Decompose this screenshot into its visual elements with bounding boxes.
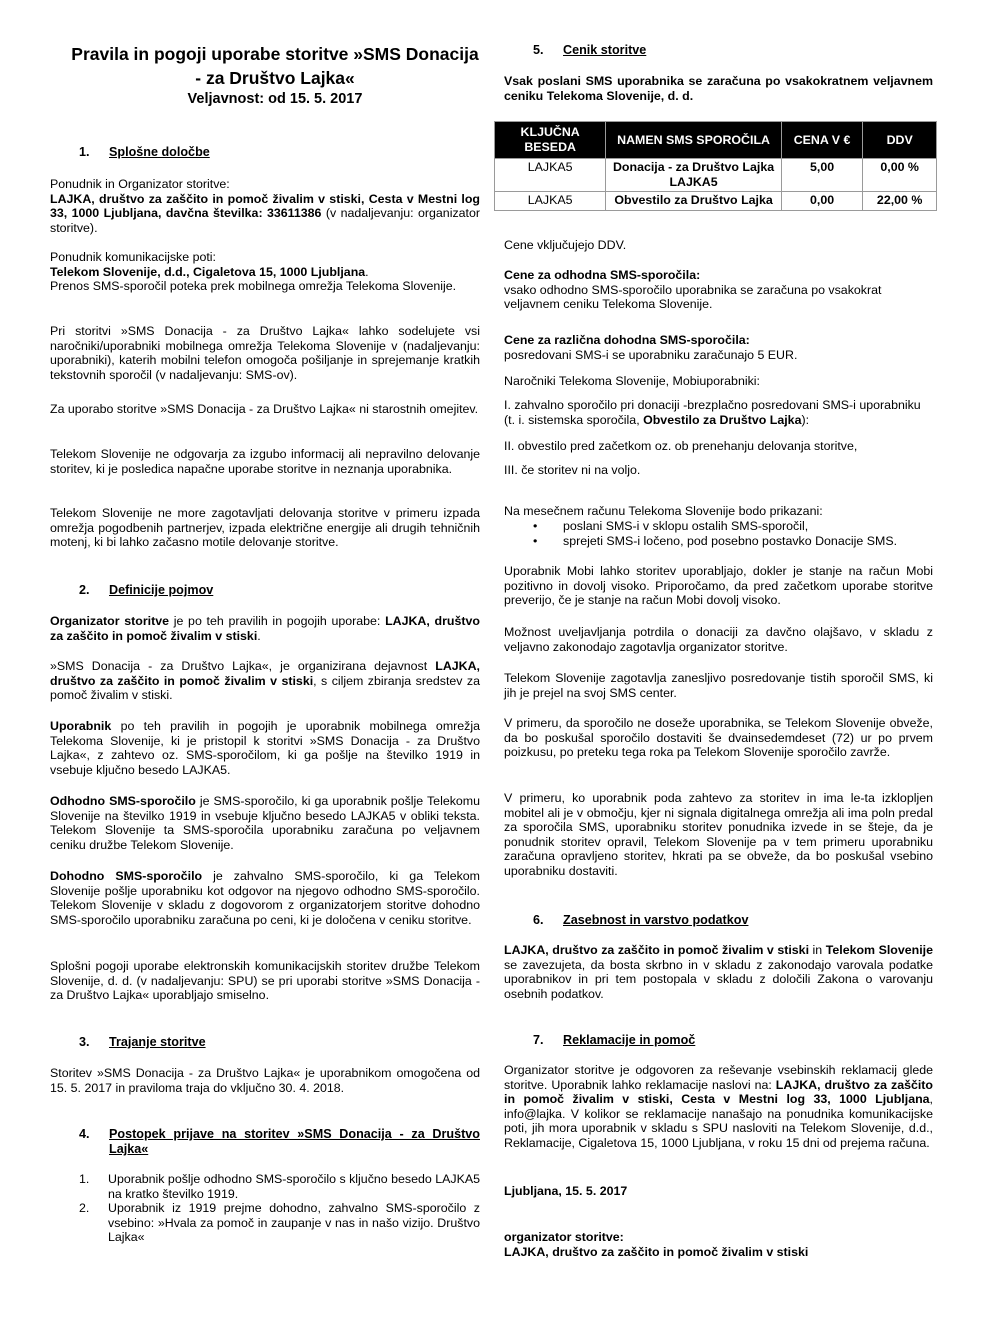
incoming-prices — [504, 333, 933, 362]
organizer-name: LAJKA, društvo za zaščito in pomoč živalim v stiski — [50, 614, 480, 643]
definition-service — [50, 659, 480, 703]
purpose-cell: Obvestilo za Društvo Lajka — [606, 192, 782, 211]
provider-name: Telekom Slovenije, d.d., Cigaletova 15, 1000 Ljubljana — [50, 264, 366, 279]
term: Odhodno SMS-sporočilo — [50, 794, 196, 808]
section-title: Postopek prijave na storitev »SMS Donacija - za Društvo Lajka« — [109, 1127, 480, 1156]
price-cell: 0,00 — [781, 192, 863, 211]
list-item-number: 2. — [79, 1201, 90, 1216]
organizer-label: organizator storitve: — [504, 1230, 624, 1244]
definition-text: po teh pravilih in pogojih je uporabnik mobilnega omrežja Telekoma Slovenije, ki je pristopil k storitvi »SMS Donacija - za Društvo Lajka«, z zahtevo oz. SMS-sporočilom, ki ga pošlje na številko 1919 in vsebuje ključno besedo LAJKA5. — [50, 719, 480, 777]
section-number: 6. — [533, 913, 544, 927]
organizer-paragraph — [50, 177, 480, 235]
incoming-prices-text: posredovani SMS-i se uporabniku zaračunajo 5 EUR. — [504, 347, 798, 362]
definition-incoming-sms — [50, 869, 480, 927]
definition-organizer — [50, 614, 480, 643]
signature-block — [504, 1230, 933, 1259]
column-header-vat: DDV — [863, 122, 937, 159]
title-line-1: Pravila in pogoji uporabe storitve »SMS Donacija — [71, 44, 479, 64]
provider-dot: . — [365, 264, 369, 279]
section-title: Zasebnost in varstvo podatkov — [563, 913, 749, 927]
notice-item-3: III. če storitev ni na voljo. — [504, 463, 641, 477]
outgoing-prices-text: vsako odhodno SMS-sporočilo uporabnika se zaračuna po vsakokrat veljavnem ceniku Telekoma Slovenije. — [504, 282, 882, 312]
provider-label: Ponudnik komunikacijske poti: — [50, 250, 216, 264]
incoming-prices-label: Cene za različna dohodna SMS-sporočila: — [504, 333, 750, 347]
price-table-header-row — [495, 122, 937, 159]
provider-paragraph — [50, 250, 480, 294]
term: Uporabnik — [50, 719, 112, 733]
table-row — [495, 192, 937, 211]
section-1-paragraph-4: Za uporabo storitve »SMS Donacija - za Društvo Lajka« ni starostnih omejitev. — [50, 402, 479, 416]
section-title: Definicije pojmov — [109, 583, 214, 597]
definition-text: je po teh pravilih in pogojih uporabe: — [169, 614, 386, 628]
document-title — [40, 42, 510, 90]
section-title: Splošne določbe — [109, 145, 210, 159]
notice-end: ): — [801, 412, 810, 427]
definition-outgoing-sms — [50, 794, 480, 852]
term: Dohodno SMS-sporočilo — [50, 869, 203, 883]
offline-paragraph: V primeru, ko uporabnik poda zahtevo za storitev in ima le-ta izklopljen mobitel ali je v območju, kjer ni signala digitalnega omrežja ali ima poln predal za sporočila SMS, uporabniku storitev ponudnika izvede in se šteje, da je ponudnik storitev opravil, Telekom Slovenije pa v tem primeru uporabniku zaračuna opravljeno storitev, hkrati pa se obveže, da bo poskušal vsebino uporabniku dostaviti. — [504, 791, 933, 878]
outgoing-prices — [504, 268, 933, 312]
section-number: 3. — [79, 1035, 90, 1049]
provider-text: Prenos SMS-sporočil poteka prek mobilnega omrežja Telekoma Slovenije. — [50, 279, 457, 294]
section-title: Reklamacije in pomoč — [563, 1033, 696, 1047]
definition-end: . — [257, 628, 261, 643]
bill-items-list — [533, 519, 933, 548]
privacy-paragraph — [504, 943, 933, 1001]
definition-text: je zahvalno SMS-sporočilo, ki ga Telekom Slovenije pošlje uporabniku kot odgovor na njegovo odhodno SMS-sporočilo. Telekom Slovenije v skladu z dogovorom z organizatorjem storitve dohodno SMS-sporočilo uporabniku zaračuna po ceni, ki je določena v ceniku storitve. — [50, 869, 480, 927]
complaints-text: Organizator storitve je odgovoren za reševanje vsebinskih reklamacij glede storitve. Uporabnik lahko reklamacije naslovi na: — [504, 1063, 933, 1092]
signup-steps-list — [79, 1172, 480, 1245]
organizer-tax-number: davčna številka: 33611386 — [165, 206, 322, 221]
list-item — [79, 1172, 480, 1201]
bullet-icon: • — [533, 519, 538, 533]
section-title: Cenik storitve — [563, 43, 647, 57]
notice-item-2: II. obvestilo pred začetkom oz. ob prenehanju delovanja storitve, — [504, 439, 858, 453]
tax-relief-paragraph: Možnost uveljavljanja potrdila o donaciji za davčno olajšavo, v skladu z veljavno zakonodajo zagotavlja organizator storitve. — [504, 625, 933, 654]
price-cell: 5,00 — [781, 159, 863, 192]
section-1-paragraph-6: Telekom Slovenije ne more zagotavljati delovanja storitve v primeru izpada omrežja pogodbenih partnerjev, izpada električne energije ali drugih tehničnih motenj, ki bi lahko začasno motile delovanje storitve. — [50, 506, 480, 550]
purpose-cell: Donacija - za Društvo Lajka LAJKA5 — [606, 159, 782, 192]
list-item — [533, 519, 933, 534]
definition-end: , s ciljem zbiranja sredstev za pomoč živalim v stiski. — [50, 673, 481, 703]
section-1-paragraph-5: Telekom Slovenije ne odgovarja za izgubo informacij ali nepravilno delovanje storitev, ki je posledica napačne uporabe storitve in neznanja uporabnika. — [50, 447, 480, 476]
privacy-text: se zavezujeta, da bosta skrbno in v skladu z zakonodajo varovala podatke uporabnikov in pri tem postopala v skladu z določili Zakona o varovanju osebnih podatkov. — [504, 957, 933, 1001]
definition-user — [50, 719, 480, 777]
list-item — [79, 1201, 480, 1245]
section-number: 5. — [533, 43, 544, 57]
relay-paragraph: Telekom Slovenije zagotavlja zanesljivo posredovanje tistih sporočil SMS, ki jih je prejel na svoj SMS center. — [504, 671, 933, 700]
organizer-name: LAJKA, društvo za zaščito in pomoč živalim v stiski — [50, 659, 480, 688]
complaints-text: , info@lajka. V kolikor se reklamacije nanašajo na ponudnika komunikacijske poti, jih mora uporabnik v skladu s SPU nasloviti na Telekom Slovenije, d.d., Reklamacije, Cigaletova 15, 1000 Ljubljana, v roku 15 dni od prejema računa. — [504, 1092, 933, 1150]
subscribers-label: Naročniki Telekoma Slovenije, Mobiuporabniki: — [504, 374, 760, 388]
column-header-price: CENA V € — [781, 122, 863, 159]
title-line-2: - za Društvo Lajka« — [195, 68, 355, 88]
list-item — [533, 534, 933, 549]
validity-date: Veljavnost: od 15. 5. 2017 — [187, 91, 363, 107]
section-4-heading — [79, 1127, 480, 1157]
notice-item-1 — [504, 398, 933, 427]
keyword-cell: LAJKA5 — [495, 159, 606, 192]
column-header-keyword: KLJUČNA BESEDA — [495, 122, 606, 159]
organizer-name: LAJKA, društvo za zaščito in pomoč živalim v stiski, — [50, 191, 365, 206]
organizer-name: LAJKA, društvo za zaščito in pomoč živalim v stiski — [504, 1244, 809, 1259]
section-3-paragraph: Storitev »SMS Donacija - za Društvo Lajka« je uporabnikom omogočena od 15. 5. 2017 in praviloma traja do vključno 30. 4. 2018. — [50, 1066, 480, 1095]
keyword-cell: LAJKA5 — [495, 192, 606, 211]
organizer-label: Ponudnik in Organizator storitve: — [50, 177, 230, 191]
section-number: 7. — [533, 1033, 544, 1047]
section-2-paragraph-6: Splošni pogoji uporabe elektronskih komunikacijskih storitev družbe Telekom Slovenije, d. d. (v nadaljevanju: SPU) se pri uporabi storitve »SMS Donacija - za Društvo Lajka« uporabljajo smiselno. — [50, 959, 480, 1003]
organizer-address: Cesta v Mestni log 33, 1000 Ljubljana, — [50, 191, 480, 221]
section-number: 2. — [79, 583, 90, 597]
list-item-text: Uporabnik pošlje odhodno SMS-sporočilo s ključno besedo LAJKA5 na kratko številko 1919. — [108, 1172, 480, 1201]
price-table — [494, 121, 937, 211]
pricing-intro: Vsak poslani SMS uporabnika se zaračuna po vsakokratnem veljavnem ceniku Telekoma Slovenije, d. d. — [504, 74, 933, 103]
vat-note: Cene vključujejo DDV. — [504, 238, 627, 252]
outgoing-prices-label: Cene za odhodna SMS-sporočila: — [504, 268, 701, 282]
mobi-paragraph: Uporabnik Mobi lahko storitev uporabljajo, dokler je stanje na račun Mobi pozitivno in dovolj visoko. Priporočamo, da pred začetkom uporabe storitve preverijo, če je stanje na račun Mobi dovolj visoko. — [504, 564, 933, 608]
definition-text: »SMS Donacija - za Društvo Lajka«, je organizirana dejavnost — [50, 659, 436, 673]
bullet-icon: • — [533, 533, 538, 548]
table-row — [495, 159, 937, 192]
place-and-date: Ljubljana, 15. 5. 2017 — [504, 1184, 628, 1198]
column-header-purpose: NAMEN SMS SPOROČILA — [606, 122, 782, 159]
complaints-paragraph — [504, 1063, 933, 1151]
privacy-text: in — [809, 943, 826, 957]
notice-bold: Obvestilo za Društvo Lajka — [643, 412, 802, 427]
organizer-address: LAJKA, društvo za zaščito in pomoč živalim v stiski, Cesta v Mestni log 33, 1000 Ljubljana — [504, 1077, 933, 1107]
list-item-text: sprejeti SMS-i ločeno, pod posebno postavko Donacije SMS. — [563, 533, 898, 548]
vat-cell: 0,00 % — [863, 159, 937, 192]
section-number: 1. — [79, 145, 90, 159]
organizer-note: (v nadaljevanju: organizator storitve). — [50, 206, 480, 235]
bill-intro: Na mesečnem računu Telekoma Slovenije bodo prikazani: — [504, 504, 823, 518]
definition-text: je SMS-sporočilo, ki ga uporabnik pošlje Telekomu Slovenije na številko 1919 in vsebuje ključno besedo LAJKA5 v obliki teksta. Telekom Slovenije ta SMS-sporočila uporabniku zaračuna po veljavnem ceniku družbe Telekom Slovenije. — [50, 794, 481, 852]
list-item-number: 1. — [79, 1172, 90, 1186]
provider-name: Telekom Slovenije — [825, 943, 933, 957]
section-number: 4. — [79, 1127, 90, 1141]
notice-text: I. zahvalno sporočilo pri donaciji -brezplačno posredovani SMS-i uporabniku (t. i. sistemska sporočila, — [504, 398, 921, 427]
list-item-text: poslani SMS-i v sklopu ostalih SMS-sporočil, — [563, 519, 809, 533]
term: Organizator storitve — [50, 614, 169, 628]
section-title: Trajanje storitve — [109, 1035, 206, 1049]
section-1-paragraph-3: Pri storitvi »SMS Donacija - za Društvo Lajka« lahko sodelujete vsi naročniki/uporabniki mobilnega omrežja Telekoma Slovenije v (nadaljevanju: uporabniki), katerih mobilni telefon omogoča pošiljanje in sprejemanje kratkih tekstovnih sporočil (v nadaljevanju: SMS-ov). — [50, 324, 480, 382]
vat-cell: 22,00 % — [863, 192, 937, 211]
list-item-text: Uporabnik iz 1919 prejme dohodno, zahvalno SMS-sporočilo z vsebino: »Hvala za pomoč in zaupanje v nas in našo vizijo. Društvo Lajka« — [108, 1201, 480, 1245]
organizer-name: LAJKA, društvo za zaščito in pomoč živalim v stiski — [504, 943, 810, 957]
retry-paragraph: V primeru, da sporočilo ne doseže uporabnika, se Telekom Slovenije obveže, da bo poskušal sporočilo dostaviti še dvainsedemdeset (72) ur po prvem poizkusu, po preteku tega roka pa Telekom Slovenije sporočilo zavrže. — [504, 716, 933, 760]
